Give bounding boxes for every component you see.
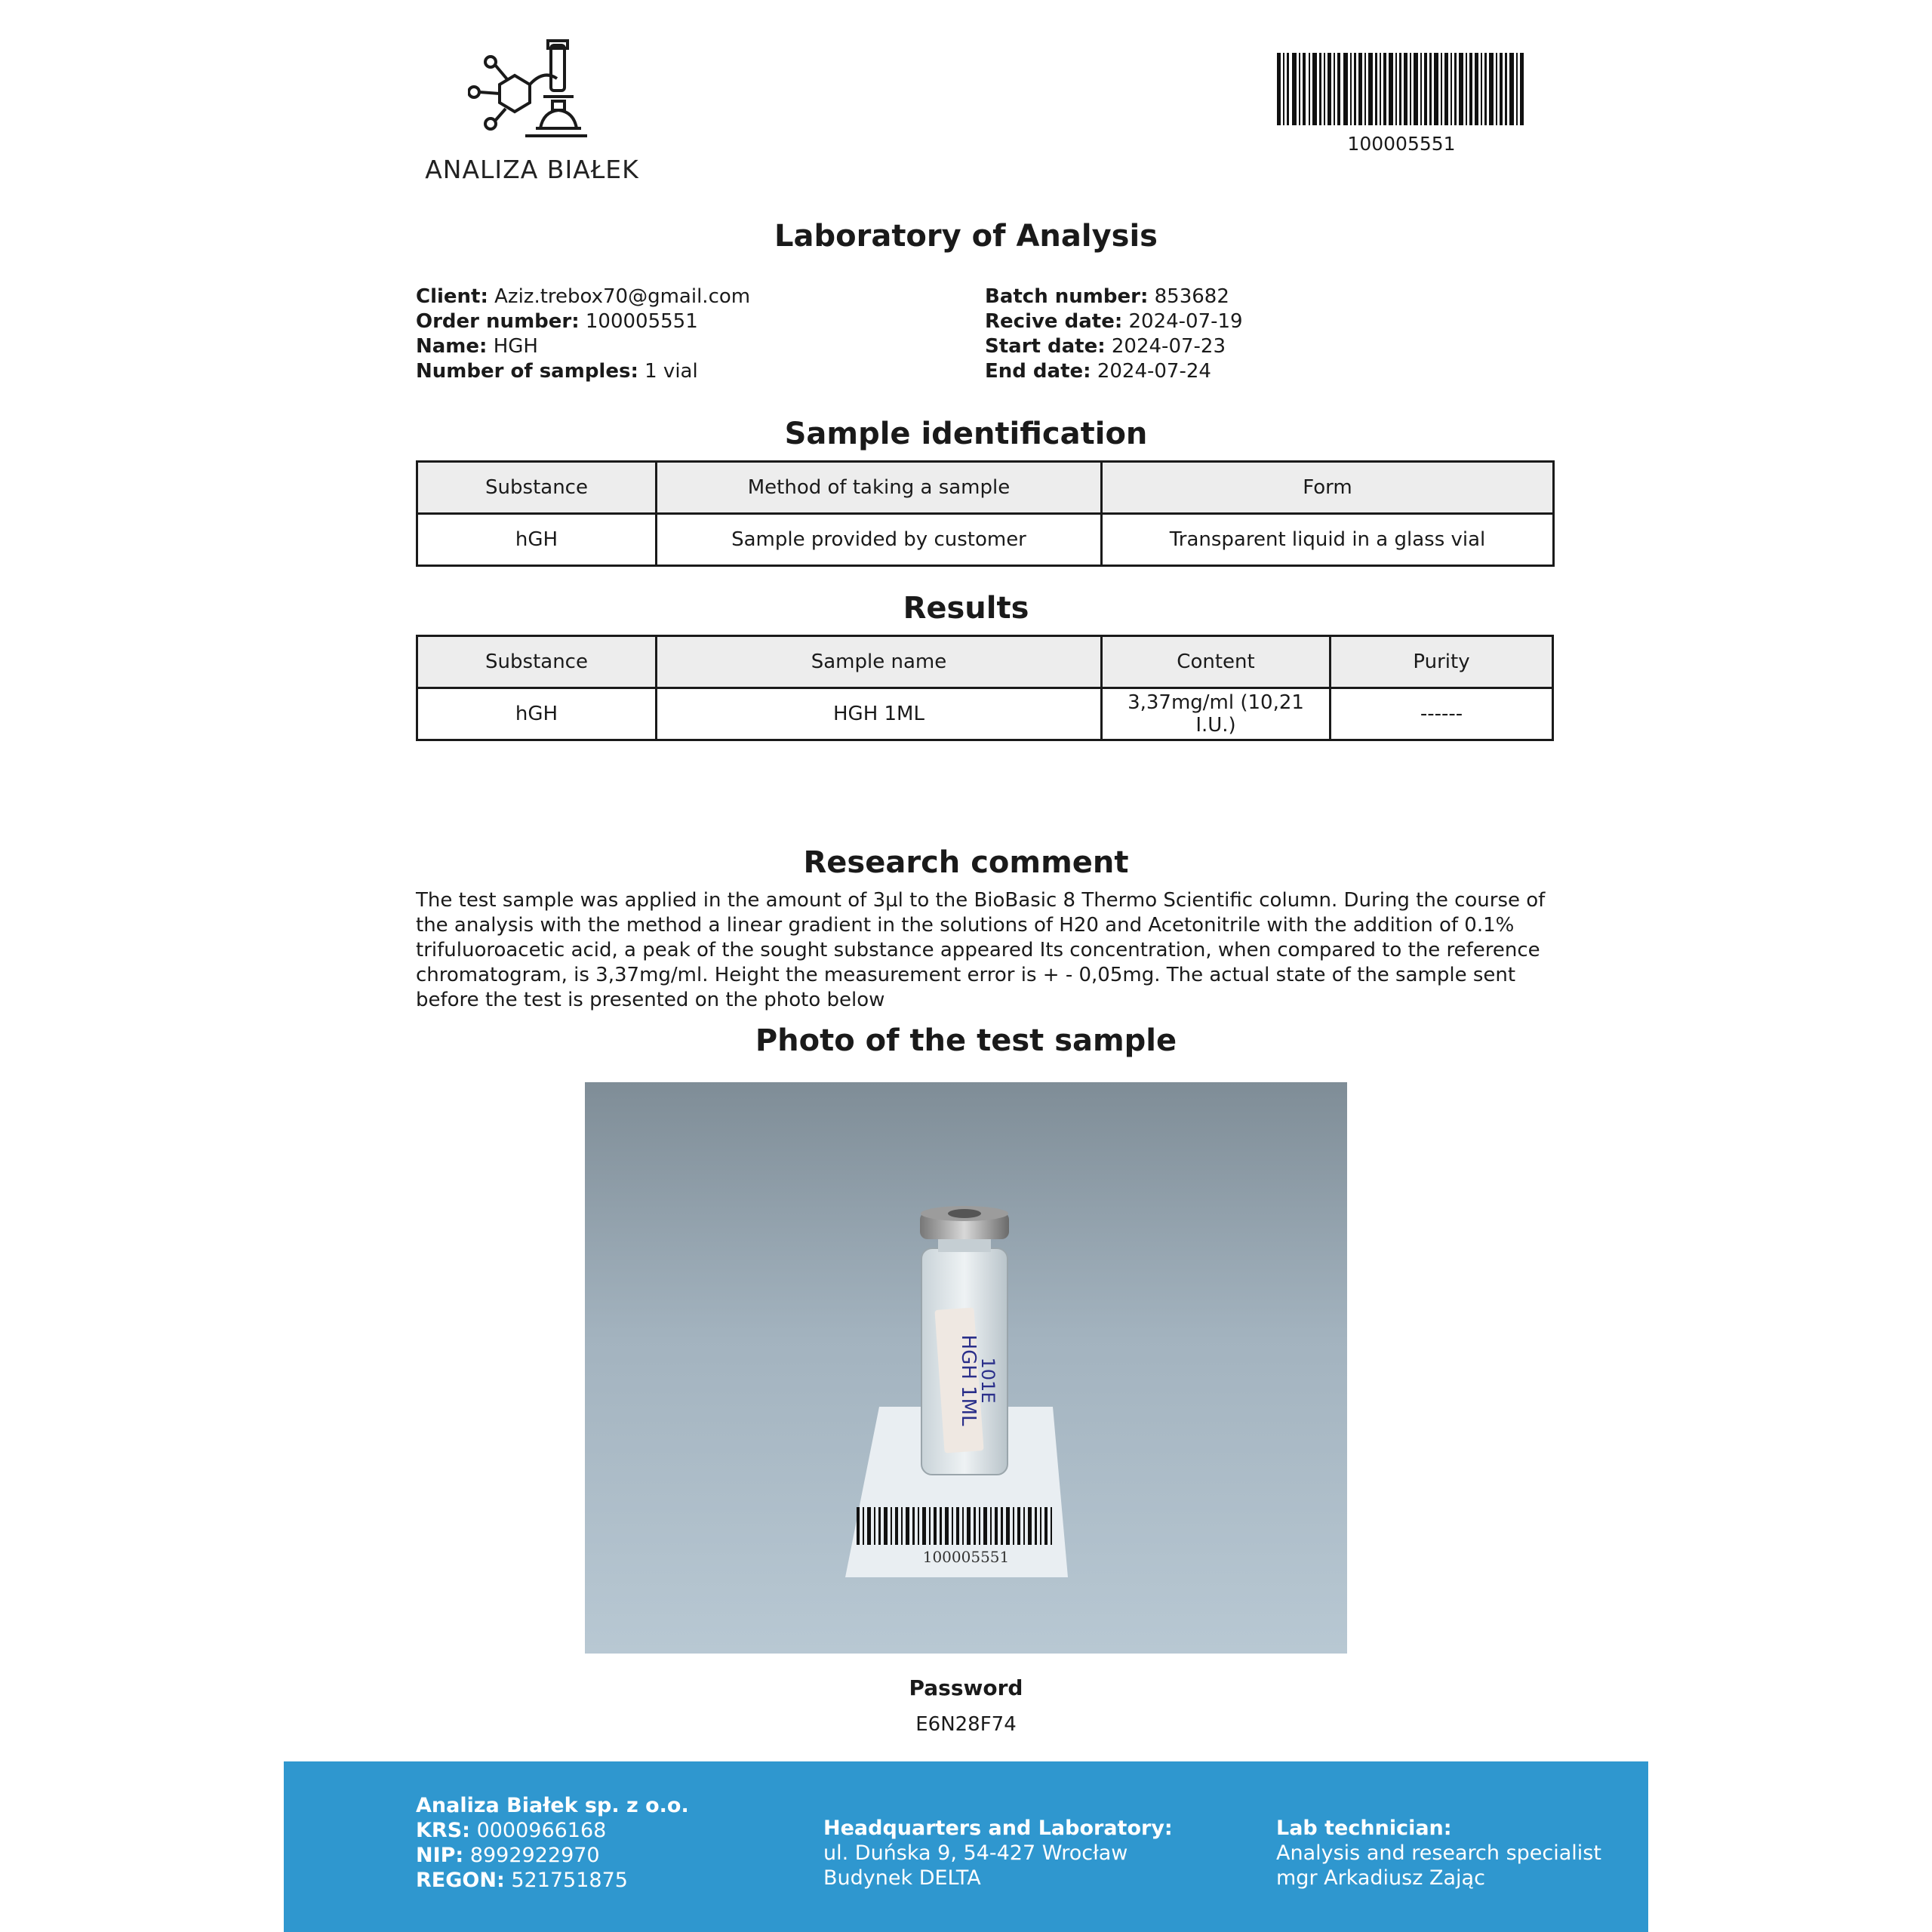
end-date-value: 2024-07-24 <box>1097 360 1211 383</box>
vial-label-line2: 101E <box>977 1357 998 1404</box>
order-number-value: 100005551 <box>585 310 698 333</box>
krs-row <box>416 1818 689 1843</box>
name-row <box>416 334 750 359</box>
sample-photo <box>585 1082 1347 1654</box>
hq-title: Headquarters and Laboratory: <box>823 1817 1173 1840</box>
client-info <box>416 285 750 384</box>
nip-label: NIP: <box>416 1844 464 1867</box>
receive-date-label: Recive date: <box>985 310 1123 333</box>
table-cell: ------ <box>1331 688 1553 740</box>
tech-role: Analysis and research specialist <box>1276 1841 1601 1865</box>
table-header-row <box>417 462 1554 514</box>
table-header-cell: Form <box>1102 462 1554 514</box>
table-header-row <box>417 636 1553 688</box>
end-date-row <box>985 359 1243 384</box>
footer-company <box>416 1793 689 1893</box>
tech-title: Lab technician: <box>1276 1817 1452 1840</box>
batch-number-label: Batch number: <box>985 285 1149 308</box>
samples-row <box>416 359 750 384</box>
start-date-row <box>985 334 1243 359</box>
table-header-cell: Substance <box>417 636 657 688</box>
lab-logo-icon <box>468 39 595 145</box>
document-title: Laboratory of Analysis <box>774 219 1158 254</box>
barcode-number: 100005551 <box>1347 133 1456 155</box>
footer-technician <box>1276 1816 1601 1890</box>
table-row <box>417 688 1553 740</box>
logo-text: ANALIZA BIAŁEK <box>425 155 639 184</box>
research-comment-title: Research comment <box>803 845 1129 880</box>
tech-name: mgr Arkadiusz Zając <box>1276 1866 1485 1890</box>
table-header-cell: Content <box>1102 636 1331 688</box>
table-header-cell: Sample name <box>657 636 1102 688</box>
footer-headquarters <box>823 1816 1173 1890</box>
batch-info <box>985 285 1243 384</box>
client-label: Client: <box>416 285 488 308</box>
table-cell: HGH 1ML <box>657 688 1102 740</box>
regon-row <box>416 1868 689 1893</box>
table-header-cell: Purity <box>1331 636 1553 688</box>
table-cell: hGH <box>417 514 657 566</box>
krs-value: 0000966168 <box>476 1819 607 1842</box>
barcode-image <box>1277 53 1526 125</box>
batch-number-row <box>985 285 1243 309</box>
research-comment-text: The test sample was applied in the amount of 3µl to the BioBasic 8 Thermo Scientific column. During the course of the analysis with the method a linear gradient in the solutions of H20 and Acetonitrile with the addition of 0.1% trifuluoroacetic acid, a peak of the sought substance appeared Its concentration, when compared to the reference chromatogram, is 3,37mg/ml. Height the measurement error is + - 0,05mg. The actual state of the sample sent before the test is presented on the photo below <box>416 889 1546 1011</box>
client-row <box>416 285 750 309</box>
samples-label: Number of samples: <box>416 360 638 383</box>
name-label: Name: <box>416 335 488 358</box>
footer <box>284 1761 1648 1932</box>
company-name: Analiza Białek sp. z o.o. <box>416 1794 689 1817</box>
table-cell: Transparent liquid in a glass vial <box>1102 514 1554 566</box>
table-header-cell: Substance <box>417 462 657 514</box>
receive-date-row <box>985 309 1243 334</box>
table-cell: hGH <box>417 688 657 740</box>
nip-value: 8992922970 <box>469 1844 600 1867</box>
nip-row <box>416 1843 689 1868</box>
name-value: HGH <box>493 335 538 358</box>
order-number-row <box>416 309 750 334</box>
order-number-label: Order number: <box>416 310 580 333</box>
sample-identification-table <box>416 460 1555 567</box>
results-table <box>416 635 1554 741</box>
end-date-label: End date: <box>985 360 1091 383</box>
table-row <box>417 514 1554 566</box>
card-barcode-number: 100005551 <box>922 1548 1010 1566</box>
samples-value: 1 vial <box>645 360 698 383</box>
batch-number-value: 853682 <box>1154 285 1229 308</box>
regon-value: 521751875 <box>511 1869 628 1892</box>
password-label: Password <box>909 1675 1023 1700</box>
hq-address-line2: Budynek DELTA <box>823 1866 981 1890</box>
hq-address-line1: ul. Duńska 9, 54-427 Wrocław <box>823 1841 1128 1865</box>
photo-title: Photo of the test sample <box>755 1023 1177 1058</box>
password-value: E6N28F74 <box>915 1713 1017 1736</box>
vial-label-line1: HGH 1ML <box>957 1334 980 1426</box>
krs-label: KRS: <box>416 1819 470 1842</box>
results-title: Results <box>903 591 1029 626</box>
start-date-label: Start date: <box>985 335 1106 358</box>
table-cell: 3,37mg/ml (10,21 I.U.) <box>1102 688 1331 740</box>
client-value: Aziz.trebox70@gmail.com <box>494 285 751 308</box>
regon-label: REGON: <box>416 1869 505 1892</box>
table-header-cell: Method of taking a sample <box>657 462 1102 514</box>
receive-date-value: 2024-07-19 <box>1128 310 1243 333</box>
table-cell: Sample provided by customer <box>657 514 1102 566</box>
sample-identification-title: Sample identification <box>784 417 1148 451</box>
start-date-value: 2024-07-23 <box>1111 335 1226 358</box>
